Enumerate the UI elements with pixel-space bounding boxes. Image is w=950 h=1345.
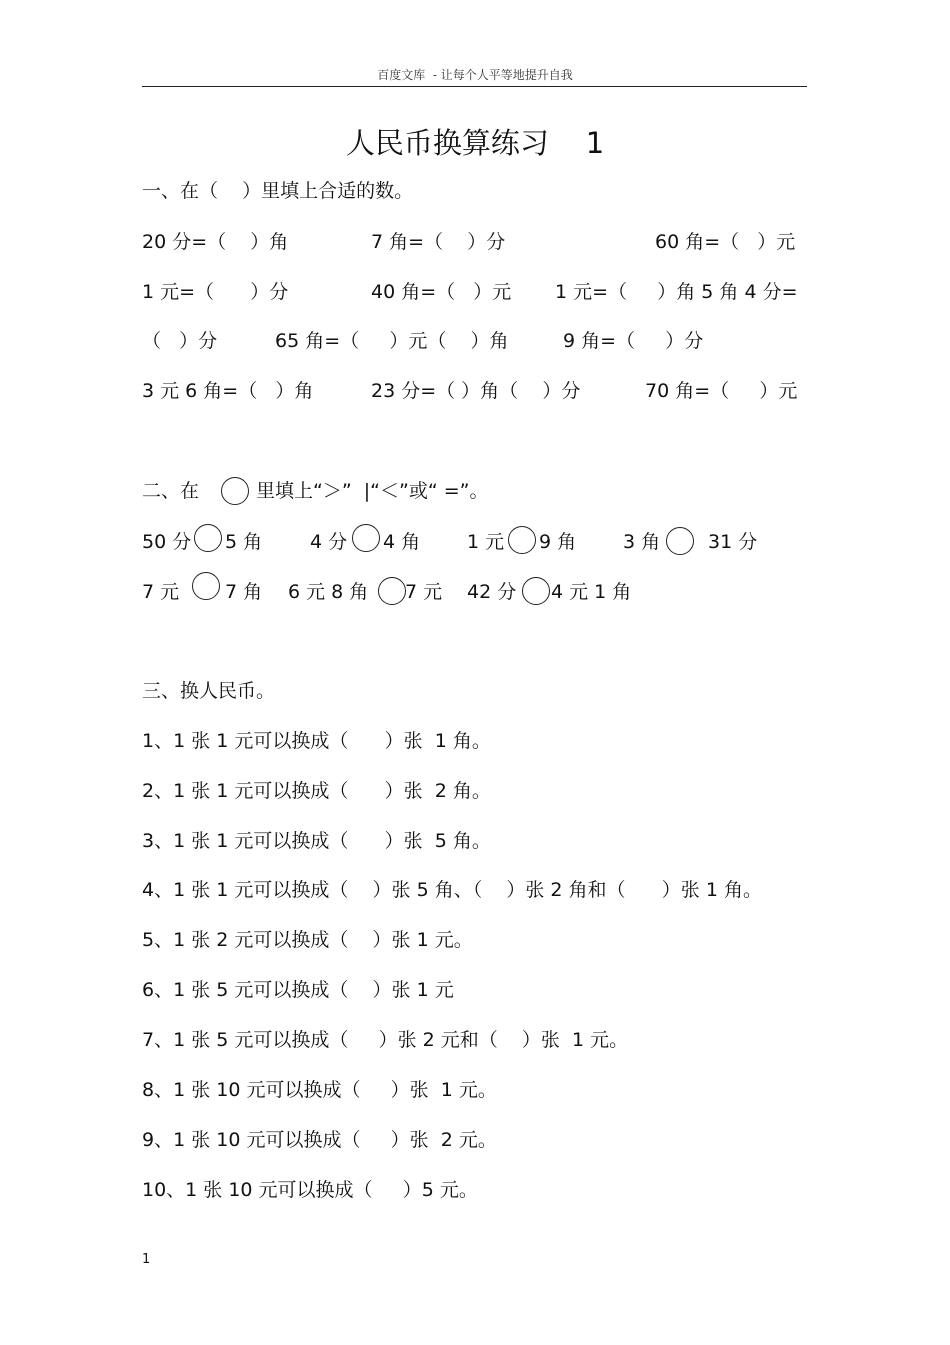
exchange-item: 6、1 张 5 元可以换成（ ）张 1 元 bbox=[142, 979, 454, 1001]
compare-right: 7 元 bbox=[405, 581, 443, 603]
compare-circle-icon[interactable] bbox=[378, 577, 406, 605]
exercise-1-3: 60 角=（ ）元 bbox=[655, 231, 796, 253]
section2-heading-prefix: 二、在 bbox=[142, 480, 200, 502]
exercise-3-3: 9 角=（ ）分 bbox=[563, 330, 704, 352]
compare-left: 7 元 bbox=[142, 581, 180, 603]
compare-left: 42 分 bbox=[467, 581, 517, 603]
exercise-4-3: 70 角=（ ）元 bbox=[645, 380, 798, 402]
exercise-3-1: （ ）分 bbox=[142, 330, 218, 352]
compare-right: 7 角 bbox=[225, 581, 263, 603]
compare-left: 4 分 bbox=[310, 531, 348, 553]
exercise-1-1: 20 分=（ ）角 bbox=[142, 231, 289, 253]
compare-circle-icon[interactable] bbox=[194, 524, 222, 552]
compare-circle-icon[interactable] bbox=[192, 572, 220, 600]
exchange-item: 4、1 张 1 元可以换成（ ）张 5 角、（ ）张 2 角和（ ）张 1 角。 bbox=[142, 879, 762, 901]
compare-left: 1 元 bbox=[467, 531, 505, 553]
exercise-4-1: 3 元 6 角=（ ）角 bbox=[142, 380, 314, 402]
compare-right: 31 分 bbox=[708, 531, 758, 553]
exercise-2-3: 1 元=（ ）角 5 角 4 分= bbox=[555, 281, 798, 303]
compare-left: 3 角 bbox=[623, 531, 661, 553]
page-number: 1 bbox=[142, 1252, 151, 1267]
exercise-2-1: 1 元=（ ）分 bbox=[142, 281, 289, 303]
exchange-item: 10、1 张 10 元可以换成（ ）5 元。 bbox=[142, 1179, 478, 1201]
compare-left: 50 分 bbox=[142, 531, 192, 553]
exchange-item: 9、1 张 10 元可以换成（ ）张 2 元。 bbox=[142, 1129, 497, 1151]
compare-left: 6 元 8 角 bbox=[288, 581, 369, 603]
section1-heading: 一、在（ ）里填上合适的数。 bbox=[142, 180, 414, 202]
compare-circle-icon[interactable] bbox=[666, 527, 694, 555]
section3-heading: 三、换人民币。 bbox=[142, 680, 276, 702]
section2-heading-suffix: 里填上“＞” |“＜”或“ =”。 bbox=[256, 480, 489, 502]
exchange-item: 7、1 张 5 元可以换成（ ）张 2 元和（ ）张 1 元。 bbox=[142, 1029, 629, 1051]
compare-right: 4 角 bbox=[383, 531, 421, 553]
exchange-item: 3、1 张 1 元可以换成（ ）张 5 角。 bbox=[142, 830, 491, 852]
header-divider bbox=[142, 86, 807, 87]
compare-right: 5 角 bbox=[225, 531, 263, 553]
compare-circle-icon[interactable] bbox=[508, 526, 536, 554]
compare-circle-icon bbox=[221, 477, 249, 505]
exercise-1-2: 7 角=（ ）分 bbox=[371, 231, 506, 253]
compare-right: 4 元 1 角 bbox=[551, 581, 632, 603]
compare-circle-icon[interactable] bbox=[352, 524, 380, 552]
exercise-4-2: 23 分=（ ）角（ ）分 bbox=[371, 380, 581, 402]
exercise-2-2: 40 角=（ ）元 bbox=[371, 281, 512, 303]
compare-circle-icon[interactable] bbox=[522, 577, 550, 605]
exchange-item: 8、1 张 10 元可以换成（ ）张 1 元。 bbox=[142, 1079, 497, 1101]
page-header: 百度文库 - 让每个人平等地提升自我 bbox=[377, 68, 573, 82]
compare-right: 9 角 bbox=[539, 531, 577, 553]
exchange-item: 2、1 张 1 元可以换成（ ）张 2 角。 bbox=[142, 780, 491, 802]
exercise-3-2: 65 角=（ ）元（ ）角 bbox=[275, 330, 509, 352]
exchange-item: 1、1 张 1 元可以换成（ ）张 1 角。 bbox=[142, 730, 491, 752]
worksheet-title: 人民币换算练习 1 bbox=[345, 126, 605, 160]
exchange-item: 5、1 张 2 元可以换成（ ）张 1 元。 bbox=[142, 929, 473, 951]
